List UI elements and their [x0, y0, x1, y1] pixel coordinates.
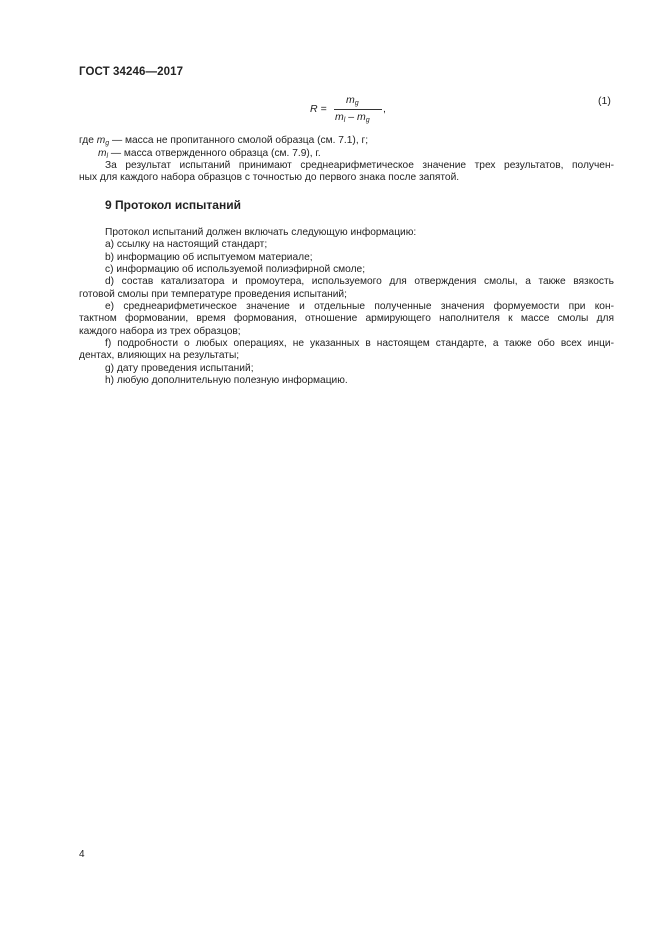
list-item-e-line-3: каждого набора из трех образцов; [79, 326, 241, 337]
list-item-f-line-2: дентах, влияющих на результаты; [79, 350, 240, 361]
formula-numerator: $m_g$ [346, 94, 359, 107]
result-paragraph-line-2: ных для каждого набора образцов с точностью до первого знака после запятой. [79, 172, 460, 183]
list-item-h: h) любую дополнительную полезную информацию. [105, 375, 348, 386]
document-header: ГОСТ 34246—2017 [79, 66, 184, 78]
list-item-b: b) информацию об испытуемом материале; [105, 252, 313, 263]
formula-1 [310, 94, 400, 130]
where-line-1: где $m_g$ — масса не пропитанного смолой образца (см. 7.1), г; [79, 135, 369, 147]
page-number: 4 [79, 849, 85, 860]
formula-denominator: $m_l - m_g$ [335, 111, 370, 124]
list-item-e-line-1: e) среднеарифметическое значение и отдельные полученные значения формуемости при кон- [105, 301, 614, 312]
fraction-bar [334, 109, 382, 110]
equation-number: (1) [598, 95, 611, 107]
list-item-d-line-2: готовой смолы при температуре проведения испытаний; [79, 289, 347, 300]
formula-lhs: R = [310, 103, 327, 115]
result-paragraph-line-1: За результат испытаний принимают среднеарифметическое значение трех результатов, получен- [105, 160, 614, 171]
list-item-g: g) дату проведения испытаний; [105, 363, 254, 374]
list-item-f-line-1: f) подробности о любых операциях, не указанных в настоящем стандарте, а также обо всех инци- [105, 338, 614, 349]
list-item-c: c) информацию об используемой полиэфирной смоле; [105, 264, 366, 275]
where-line-2: $m_l$ — масса отвержденного образца (см. 7.9), г. [98, 148, 321, 160]
formula-comma: , [383, 103, 386, 115]
list-item-e-line-2: тактном формовании, время формования, отношение армирующего наполнителя к массе смолы для [79, 313, 614, 324]
list-item-d-line-1: d) состав катализатора и промоутера, используемого для отверждения смолы, а также вязкость [105, 276, 614, 287]
section-heading: 9 Протокол испытаний [105, 198, 241, 212]
protocol-intro: Протокол испытаний должен включать следующую информацию: [105, 227, 417, 238]
list-item-a: a) ссылку на настоящий стандарт; [105, 239, 268, 250]
